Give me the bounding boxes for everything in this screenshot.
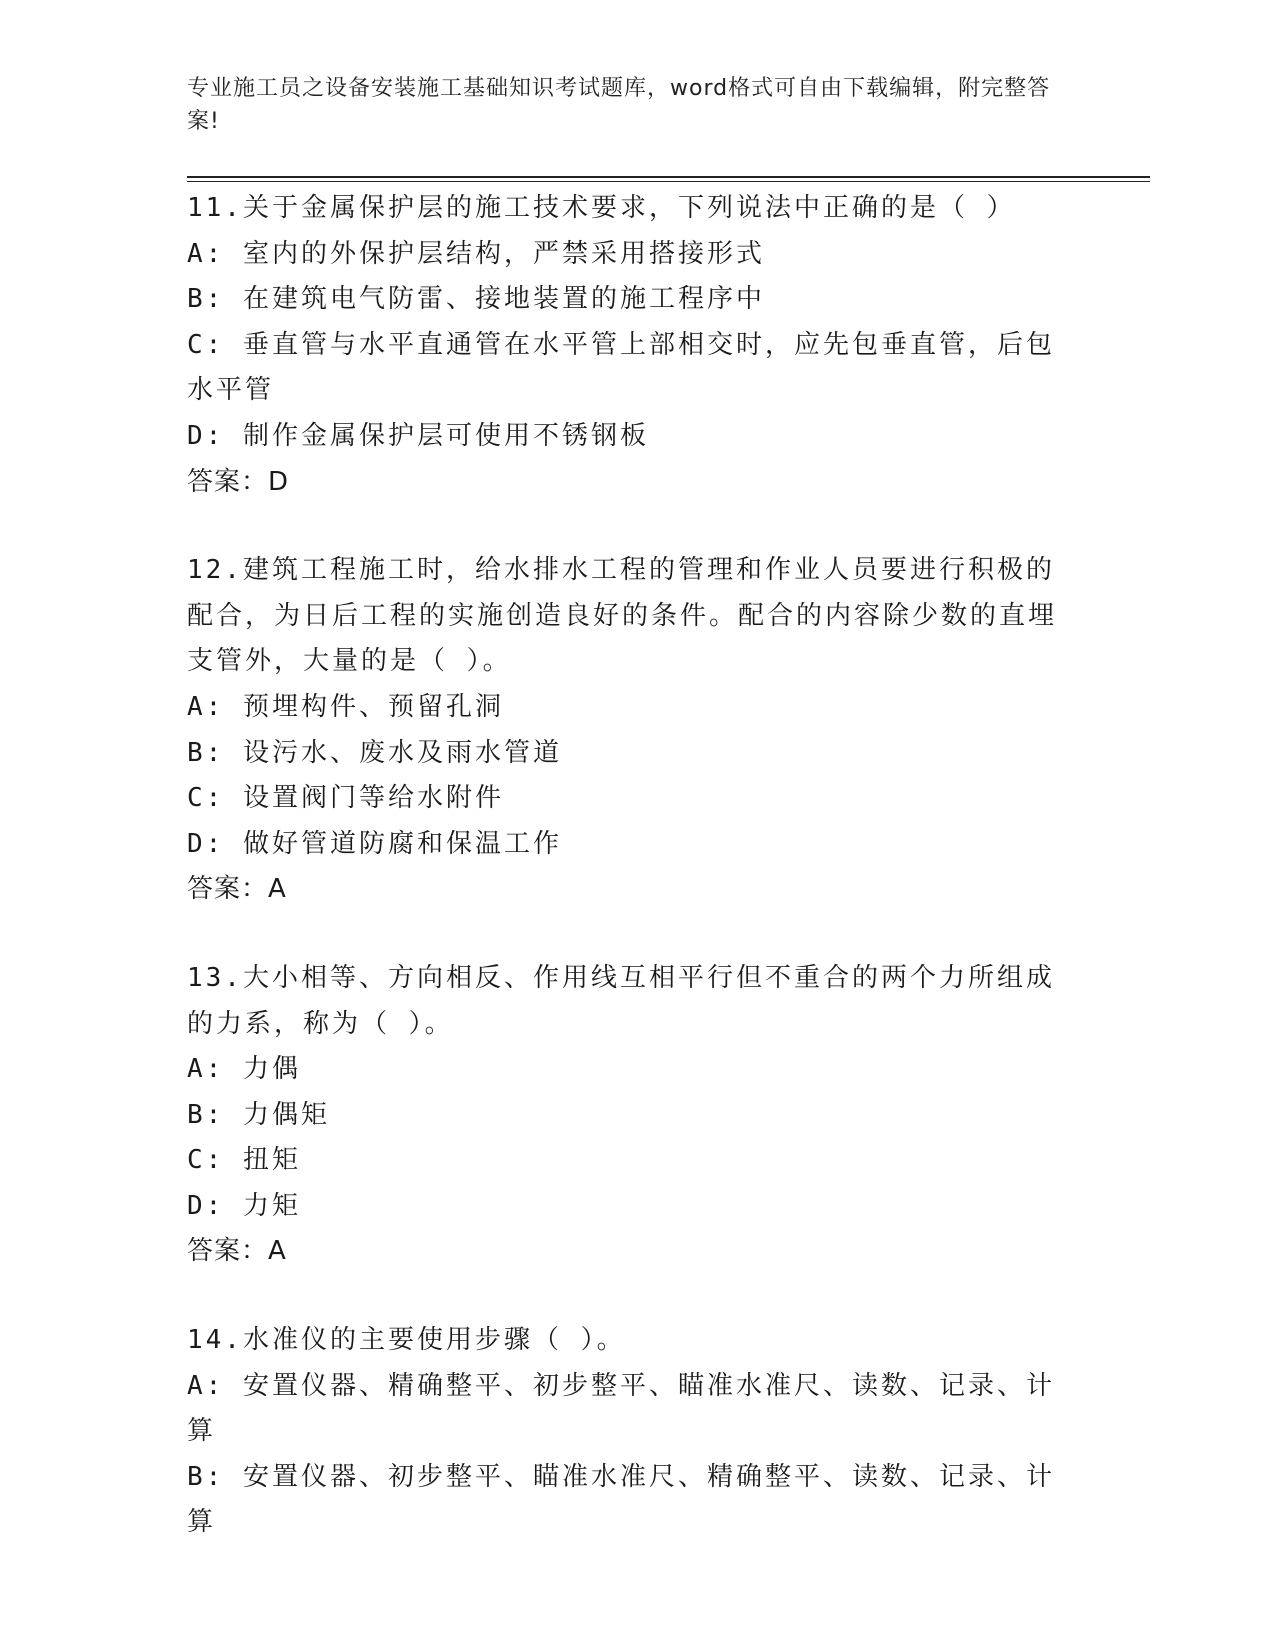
question-14	[187, 1318, 1077, 1546]
answer: 答案：A	[187, 1236, 287, 1267]
document-header: 专业施工员之设备安装施工基础知识考试题库，word格式可自由下载编辑，附完整答案!	[187, 76, 1051, 134]
option-b: B: 安置仪器、初步整平、瞄准水准尺、精确整平、读数、记录、计算	[187, 1461, 1055, 1538]
option-a: A: 室内的外保护层结构，严禁采用搭接形式	[187, 238, 765, 269]
option-a: A: 预埋构件、预留孔洞	[187, 691, 504, 722]
option-d: D: 力矩	[187, 1190, 301, 1221]
question-13	[187, 956, 1077, 1275]
option-b: B: 在建筑电气防雷、接地装置的施工程序中	[187, 284, 765, 315]
question-stem: 14.水准仪的主要使用步骤（ ）。	[187, 1325, 626, 1356]
option-b: B: 力偶矩	[187, 1099, 330, 1130]
header-divider-thick	[187, 176, 1150, 178]
header-divider-thin	[187, 181, 1150, 182]
option-d: D: 制作金属保护层可使用不锈钢板	[187, 420, 649, 451]
option-a: A: 安置仪器、精确整平、初步整平、瞄准水准尺、读数、记录、计算	[187, 1370, 1055, 1447]
question-12	[187, 548, 1077, 913]
question-stem: 12.建筑工程施工时，给水排水工程的管理和作业人员要进行积极的配合，为日后工程的实施创造良好的条件。配合的内容除少数的直埋支管外，大量的是（ ）。	[187, 555, 1058, 677]
question-stem: 11.关于金属保护层的施工技术要求，下列说法中正确的是（ ）	[187, 193, 1016, 223]
option-c: C: 设置阀门等给水附件	[187, 783, 504, 814]
option-b: B: 设污水、废水及雨水管道	[187, 737, 562, 768]
question-list	[187, 186, 1077, 1589]
option-c: C: 扭矩	[187, 1145, 301, 1176]
option-d: D: 做好管道防腐和保温工作	[187, 828, 562, 859]
answer: 答案：D	[187, 466, 290, 497]
option-a: A: 力偶	[187, 1054, 301, 1085]
option-c: C: 垂直管与水平直通管在水平管上部相交时，应先包垂直管，后包水平管	[187, 329, 1055, 406]
question-stem: 13.大小相等、方向相反、作用线互相平行但不重合的两个力所组成的力系，称为（ ）。	[187, 962, 1055, 1039]
question-11	[187, 186, 1077, 505]
answer: 答案：A	[187, 874, 287, 905]
